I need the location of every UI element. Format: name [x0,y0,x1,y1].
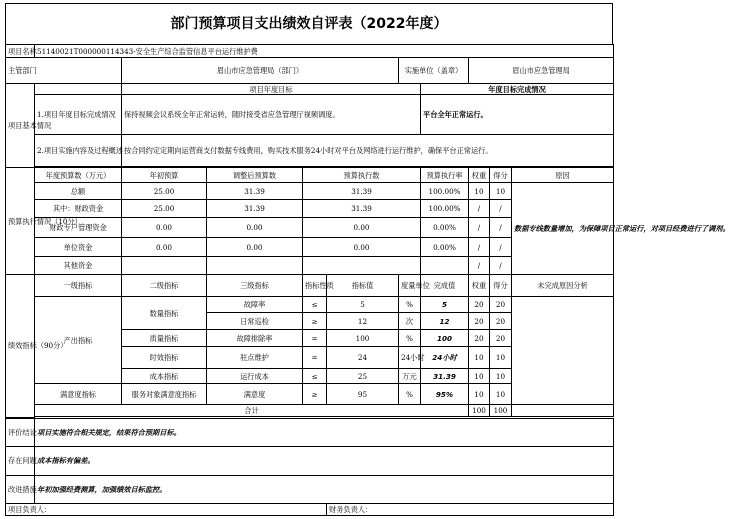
budget-header-executed: 预算执行数 [303,168,421,183]
budget-row-label: 总额 [35,183,122,200]
perf-done: 5 [421,297,469,313]
budget-initial: 0.00 [122,218,207,238]
perf-header-unit: 度量单位 [399,275,421,297]
perf-score: 20 [490,297,512,313]
timeliness-label: 时效指标 [122,347,207,369]
perf-level3: 日常巡检 [207,313,303,330]
total-row [6,405,614,417]
perf-header-level2: 二级指标 [122,275,207,297]
perf-unit: % [399,330,421,347]
perf-done: 95% [421,384,469,405]
measures-label: 改进措施 [6,475,35,503]
perf-weight: 20 [469,297,490,313]
perf-nature: ≥ [303,384,327,405]
perf-header-row [6,275,614,297]
perf-done: 31.39 [421,369,469,384]
done-header: 年度目标完成情况 [421,84,614,95]
perf-score: 20 [490,330,512,347]
perf-weight: 20 [469,313,490,330]
perf-header-done: 完成值 [421,275,469,297]
dept-row [6,58,614,84]
perf-level3: 故障排除率 [207,330,303,347]
budget-score: / [490,238,512,257]
budget-rate: 0.00% [421,218,469,238]
perf-nature: ≤ [303,297,327,313]
budget-executed: 0.00 [303,218,421,238]
budget-initial: 25.00 [122,183,207,200]
perf-row [6,297,614,313]
budget-score: / [490,257,512,275]
budget-header-year: 年度预算数（万元） [35,168,122,183]
budget-adjusted: 31.39 [207,200,303,218]
budget-rate: 100.00% [421,183,469,200]
problems-row [6,446,614,475]
budget-weight: / [469,218,490,238]
perf-value: 95 [327,384,399,405]
perf-weight: 10 [469,347,490,369]
conclusion-text: 项目实施符合相关规定，结果符合预期目标。 [35,418,614,446]
finance-label: 财务负责人： [327,503,614,515]
budget-weight: 10 [469,183,490,200]
perf-level3: 故障率 [207,297,303,313]
budget-header-score: 得分 [490,168,512,183]
perf-section-label: 绩效指标（90分） [6,275,35,418]
perf-unit: % [399,384,421,405]
budget-header-initial: 年初预算 [122,168,207,183]
perf-weight: 10 [469,369,490,384]
basic-row-1 [6,95,614,135]
perf-value: 25 [327,369,399,384]
budget-adjusted [207,257,303,275]
budget-header-row [6,168,614,183]
dept-value: 眉山市应急管理局（部门） [122,58,399,84]
budget-rate: 0.00% [421,238,469,257]
perf-header-level1: 一级指标 [35,275,122,297]
perf-weight: 10 [469,384,490,405]
perf-unit: 次 [399,313,421,330]
perf-done: 24小时 [421,347,469,369]
budget-adjusted: 0.00 [207,218,303,238]
budget-reason: 数据专线数量增加，为保障项目正常运行，对项目经费进行了调剂。 [512,183,614,275]
perf-score: 20 [490,313,512,330]
row2-label: 2.项目实施内容及过程概述 [35,135,122,167]
impl-value: 眉山市应急管理局 [469,58,614,84]
conclusion-row [6,418,614,446]
perf-header-value: 指标值 [327,275,399,297]
budget-rate: 100.00% [421,200,469,218]
project-name-row [6,45,614,58]
perf-header-level3: 三级指标 [207,275,303,297]
basic-row-2 [6,135,614,167]
row1-label: 1.项目年度目标完成情况 [35,95,122,135]
budget-row-label: 其中：财政资金 [35,200,122,218]
budget-score: / [490,218,512,238]
budget-header-adjusted: 调整后预算数 [207,168,303,183]
budget-section-label: 预算执行情况（10分） [6,168,35,275]
perf-unit: 24小时 [399,347,421,369]
row2-text: 按合同约定定期向运营商支付数据专线费用，购买技术服务24小时对平台及网络进行运行维护，确保平台正常运行。 [122,135,614,167]
perf-reason [512,297,614,405]
page-title: 部门预算项目支出绩效自评表（2022年度） [5,3,613,44]
satisfaction-label: 满意度指标 [35,384,122,405]
perf-nature: = [303,347,327,369]
total-score: 100 [490,405,512,417]
budget-adjusted: 0.00 [207,238,303,257]
conclusion-label: 评价结论 [6,418,35,446]
budget-header-rate: 预算执行率 [421,168,469,183]
budget-initial: 0.00 [122,238,207,257]
perf-header-nature: 指标性质 [303,275,327,297]
dept-label: 主管部门 [6,58,122,84]
budget-weight: / [469,257,490,275]
perf-nature: = [303,330,327,347]
project-name-value: 51140021T000000114343-安全生产综合监管信息平台运行维护费 [35,45,614,58]
budget-row-label: 财政专户管理资金 [35,218,122,238]
measures-text: 年初加强经费测算，加强绩效目标监控。 [35,475,614,503]
problems-label: 存在问题 [6,446,35,475]
budget-score: / [490,200,512,218]
basic-section-label: 项目基本情况 [6,84,35,168]
budget-executed: 0.00 [303,238,421,257]
budget-initial [122,257,207,275]
budget-executed: 31.39 [303,183,421,200]
impl-label: 实施单位（盖章） [399,58,469,84]
perf-unit: 万元 [399,369,421,384]
budget-header-reason: 原因 [512,168,614,183]
budget-initial: 25.00 [122,200,207,218]
project-name-label: 项目名称 [6,45,35,58]
leader-label: 项目负责人： [6,503,327,515]
budget-executed [303,257,421,275]
perf-value: 100 [327,330,399,347]
budget-header-weight: 权重 [469,168,490,183]
perf-value: 5 [327,297,399,313]
perf-level3: 驻点维护 [207,347,303,369]
perf-nature: ≤ [303,369,327,384]
output-label: 产出指标 [35,297,122,384]
total-label: 合计 [35,405,469,417]
total-weight: 100 [469,405,490,417]
budget-executed: 31.39 [303,200,421,218]
basic-header-row [6,84,614,95]
service-label: 服务对象满意度指标 [122,384,207,405]
perf-done: 12 [421,313,469,330]
perf-level3: 运行成本 [207,369,303,384]
perf-header-reason: 未完成原因分析 [512,275,614,297]
perf-header-score: 得分 [490,275,512,297]
measures-row [6,475,614,503]
perf-score: 10 [490,384,512,405]
problems-text: 成本指标有偏差。 [35,446,614,475]
perf-nature: ≥ [303,313,327,330]
quality-label: 质量指标 [122,330,207,347]
budget-adjusted: 31.39 [207,183,303,200]
perf-weight: 20 [469,330,490,347]
cost-label: 成本指标 [122,369,207,384]
budget-row [6,183,614,200]
budget-weight: / [469,200,490,218]
row1-done: 平台全年正常运行。 [421,95,614,135]
footer-row [6,503,614,515]
budget-row-label: 单位资金 [35,238,122,257]
perf-level3: 满意度 [207,384,303,405]
perf-score: 10 [490,369,512,384]
evaluation-table [5,44,730,516]
perf-value: 24 [327,347,399,369]
budget-row-label: 其他资金 [35,257,122,275]
plan-header: 项目年度目标 [122,84,421,95]
perf-header-weight: 权重 [469,275,490,297]
quantity-label: 数量指标 [122,297,207,330]
budget-weight: / [469,238,490,257]
perf-score: 10 [490,347,512,369]
perf-value: 12 [327,313,399,330]
perf-unit: % [399,297,421,313]
perf-done: 100 [421,330,469,347]
budget-score: 10 [490,183,512,200]
row1-plan: 保持视频会议系统全年正常运转，随时接受省应急管理厅视频调度。 [122,95,421,135]
budget-rate [421,257,469,275]
